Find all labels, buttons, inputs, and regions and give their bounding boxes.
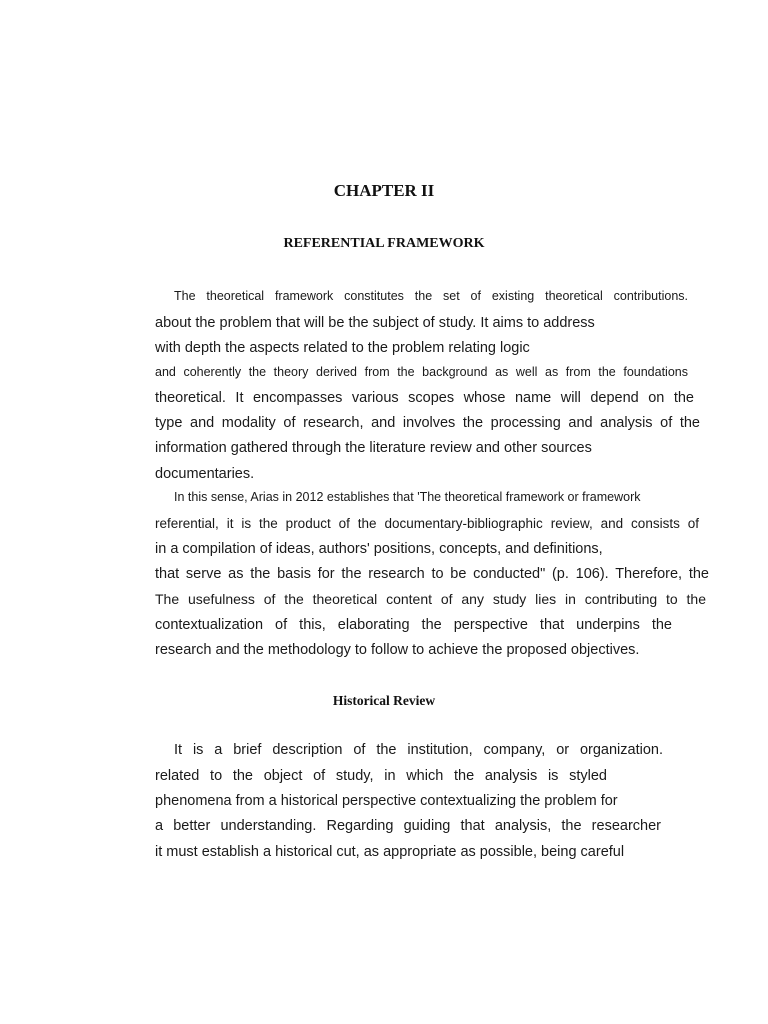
paragraph-line: contextualization of this, elaborating the perspective that underpins the	[155, 617, 672, 633]
paragraph-line: The usefulness of the theoretical content of any study lies in contributing to the	[155, 591, 706, 607]
chapter-title: CHAPTER II	[333, 181, 435, 200]
paragraph-line: about the problem that will be the subject of study. It aims to address	[155, 315, 595, 331]
paragraph-line: related to the object of study, in which the analysis is styled	[155, 768, 607, 784]
paragraph-line: The theoretical framework constitutes the set of existing theoretical contributions.	[174, 289, 688, 303]
paragraph-line: In this sense, Arias in 2012 establishes that 'The theoretical framework or framework	[174, 490, 641, 504]
paragraph-line: phenomena from a historical perspective contextualizing the problem for	[155, 793, 618, 809]
paragraph-line: in a compilation of ideas, authors' positions, concepts, and definitions,	[155, 541, 603, 557]
paragraph-line: referential, it is the product of the documentary-bibliographic review, and consists of	[155, 516, 699, 531]
paragraph-line: a better understanding. Regarding guiding that analysis, the researcher	[155, 818, 661, 834]
paragraph-line: with depth the aspects related to the problem relating logic	[155, 340, 530, 356]
paragraph-line: type and modality of research, and involves the processing and analysis of the	[155, 415, 700, 431]
paragraph-line: that serve as the basis for the research to be conducted" (p. 106). Therefore, the	[155, 566, 709, 582]
paragraph-line: information gathered through the literature review and other sources	[155, 440, 592, 456]
paragraph-line: it must establish a historical cut, as appropriate as possible, being careful	[155, 844, 625, 860]
paragraph-line: research and the methodology to follow to achieve the proposed objectives.	[155, 642, 640, 658]
paragraph-line: documentaries.	[155, 466, 255, 482]
subsection-title: Historical Review	[332, 693, 436, 708]
section-title: REFERENTIAL FRAMEWORK	[283, 236, 485, 251]
paragraph-line: It is a brief description of the institution, company, or organization.	[174, 742, 663, 758]
paragraph-line: theoretical. It encompasses various scopes whose name will depend on the	[155, 390, 694, 406]
paragraph-line: and coherently the theory derived from the background as well as from the foundations	[155, 365, 688, 379]
